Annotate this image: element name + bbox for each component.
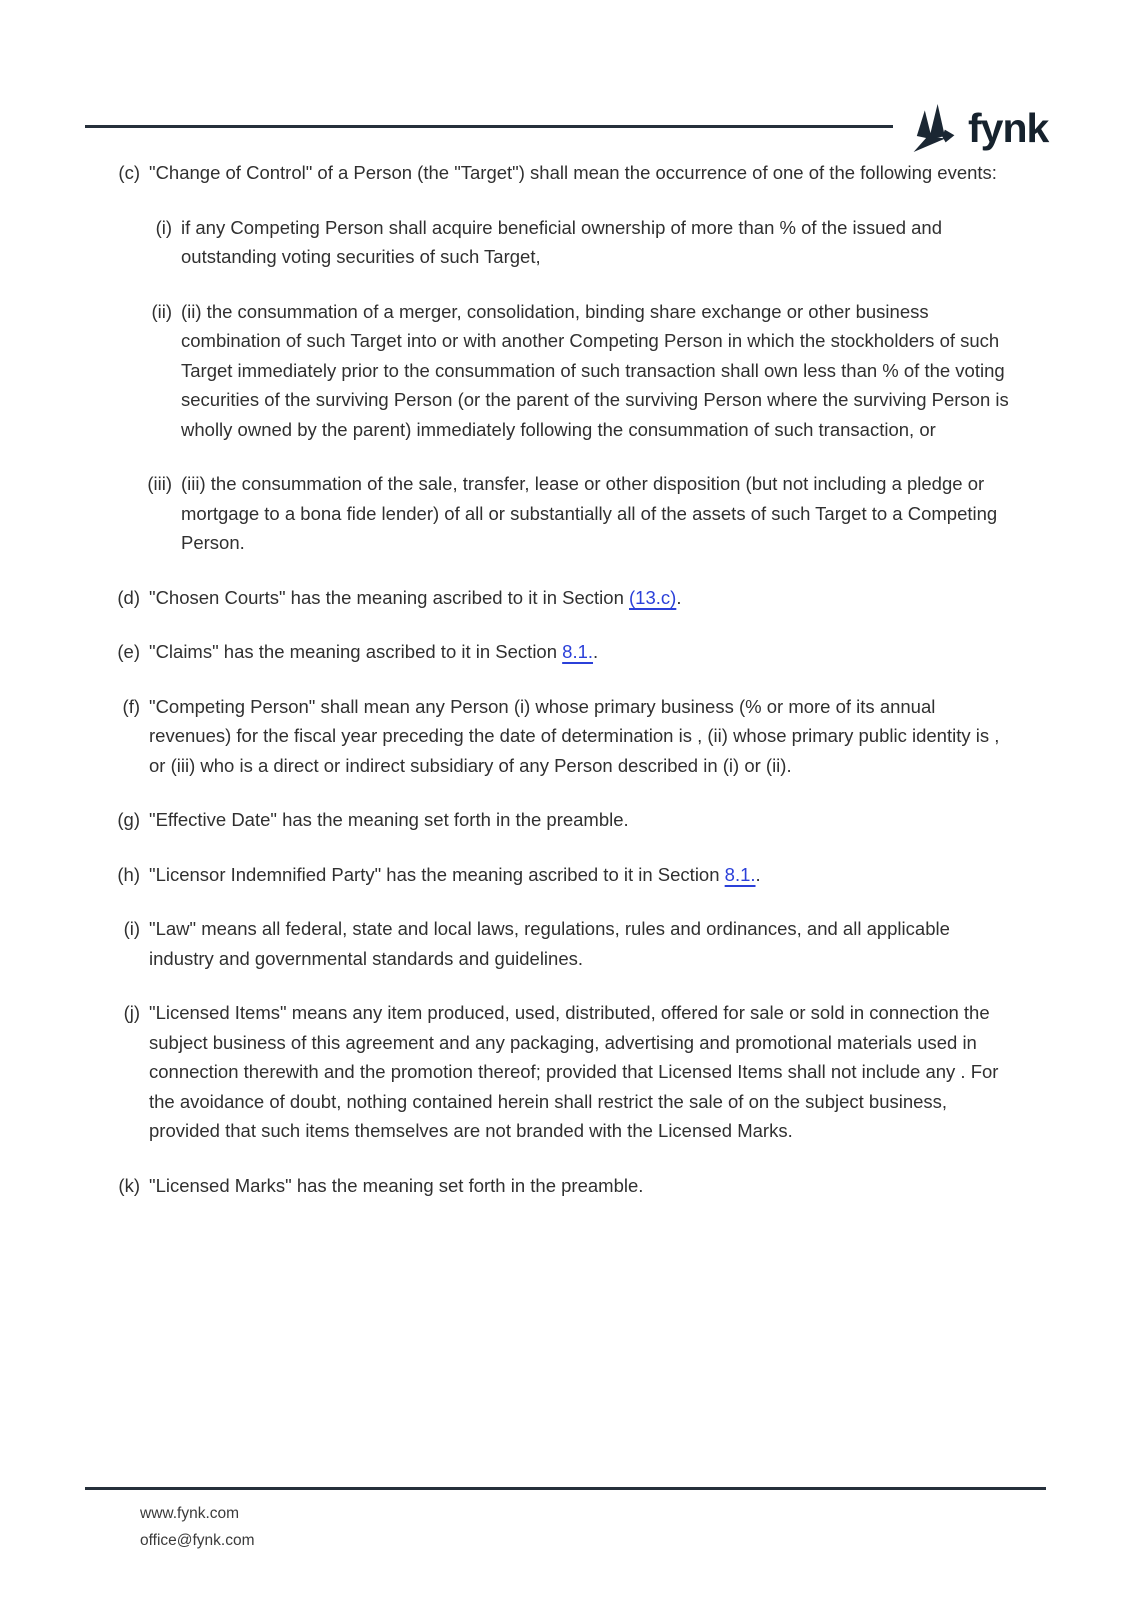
clause-item [85,158,1045,188]
clause-item [85,583,1045,613]
clause-label: (g) [117,809,140,830]
clause-item [85,637,1045,667]
footer-email: office@fynk.com [140,1532,255,1549]
brand-wordmark: fynk [968,105,1049,151]
clause-label: (ii) [151,300,172,322]
clause-label: (f) [122,695,140,717]
footer-divider [85,1487,1046,1490]
clause-item [85,692,1045,781]
clause-item [85,860,1045,890]
clause-item [85,213,1045,272]
clause-item [85,998,1045,1146]
clause-label: (i) [123,918,140,939]
clause-text: "Licensed Items" means any item produced, used, distributed, offered for sale or sold in connection the subject business of this agreement and any packaging, advertising and promotional materials used in connection therewith and the promotion thereof; provided that Licensed Items shall not include any . For the avoidance of doubt, nothing contained herein shall restrict the sale of on the subject business, provided that such items themselves are not branded with the Licensed Marks. [149,1002,999,1141]
origami-bird-icon [908,100,956,156]
clause-label: (c) [118,162,140,183]
section-reference-link[interactable]: 8.1. [562,641,594,662]
clause-text: "Claims" has the meaning ascribed to it in Section 8.1.. [149,641,599,662]
clause-text: (iii) the consummation of the sale, transfer, lease or other disposition (but not including a pledge or mortgage to a bona fide lender) of all or substantially all of the assets of such Target to a Competing Person. [181,473,998,553]
clause-label: (iii) [147,473,172,494]
clause-text: "Effective Date" has the meaning set forth in the preamble. [149,809,629,830]
section-reference-link[interactable]: 8.1. [724,863,756,885]
clause-label: (h) [117,863,140,885]
clause-item [85,914,1045,973]
clause-label: (i) [155,216,172,238]
clause-text: "Law" means all federal, state and local laws, regulations, rules and ordinances, and all applicable industry and governmental standards and guidelines. [149,918,950,969]
clause-text: "Licensed Marks" has the meaning set forth in the preamble. [149,1174,644,1196]
clause-text: "Chosen Courts" has the meaning ascribed to it in Section (13.c). [149,586,682,608]
clause-item [85,297,1045,445]
clause-label: (e) [117,641,140,662]
clause-text: (ii) the consummation of a merger, consolidation, binding share exchange or other business combination of such Target into or with another Competing Person in which the stockholders of such Target immediately prior to the consummation of such transaction shall own less than % of the voting securities of the surviving Person (or the parent of the surviving Person where the surviving Person is wholly owned by the parent) immediately following the consummation of such transaction, or [181,300,1009,440]
footer [140,1500,255,1554]
section-reference-link[interactable]: (13.c) [629,586,677,608]
clause-text: "Change of Control" of a Person (the "Target") shall mean the occurrence of one of the following events: [149,162,997,183]
fynk-logo [908,100,1048,156]
clause-text: "Competing Person" shall mean any Person (i) whose primary business (% or more of its annual revenues) for the fiscal year preceding the date of determination is , (ii) whose primary public identity is , or (iii) who is a direct or indirect subsidiary of any Person described in (i) or (ii). [149,695,1000,776]
clause-label: (d) [117,586,140,608]
clause-item [85,805,1045,835]
clause-text: if any Competing Person shall acquire beneficial ownership of more than % of the issued and outstanding voting securities of such Target, [181,216,942,267]
clause-text: "Licensor Indemnified Party" has the meaning ascribed to it in Section 8.1.. [149,863,761,885]
footer-website: www.fynk.com [140,1505,240,1522]
clauses [85,158,1045,1225]
clause-item [85,469,1045,558]
clause-item [85,1171,1045,1201]
clause-label: (k) [118,1174,140,1196]
header-divider [85,125,893,128]
clause-label: (j) [123,1002,140,1023]
